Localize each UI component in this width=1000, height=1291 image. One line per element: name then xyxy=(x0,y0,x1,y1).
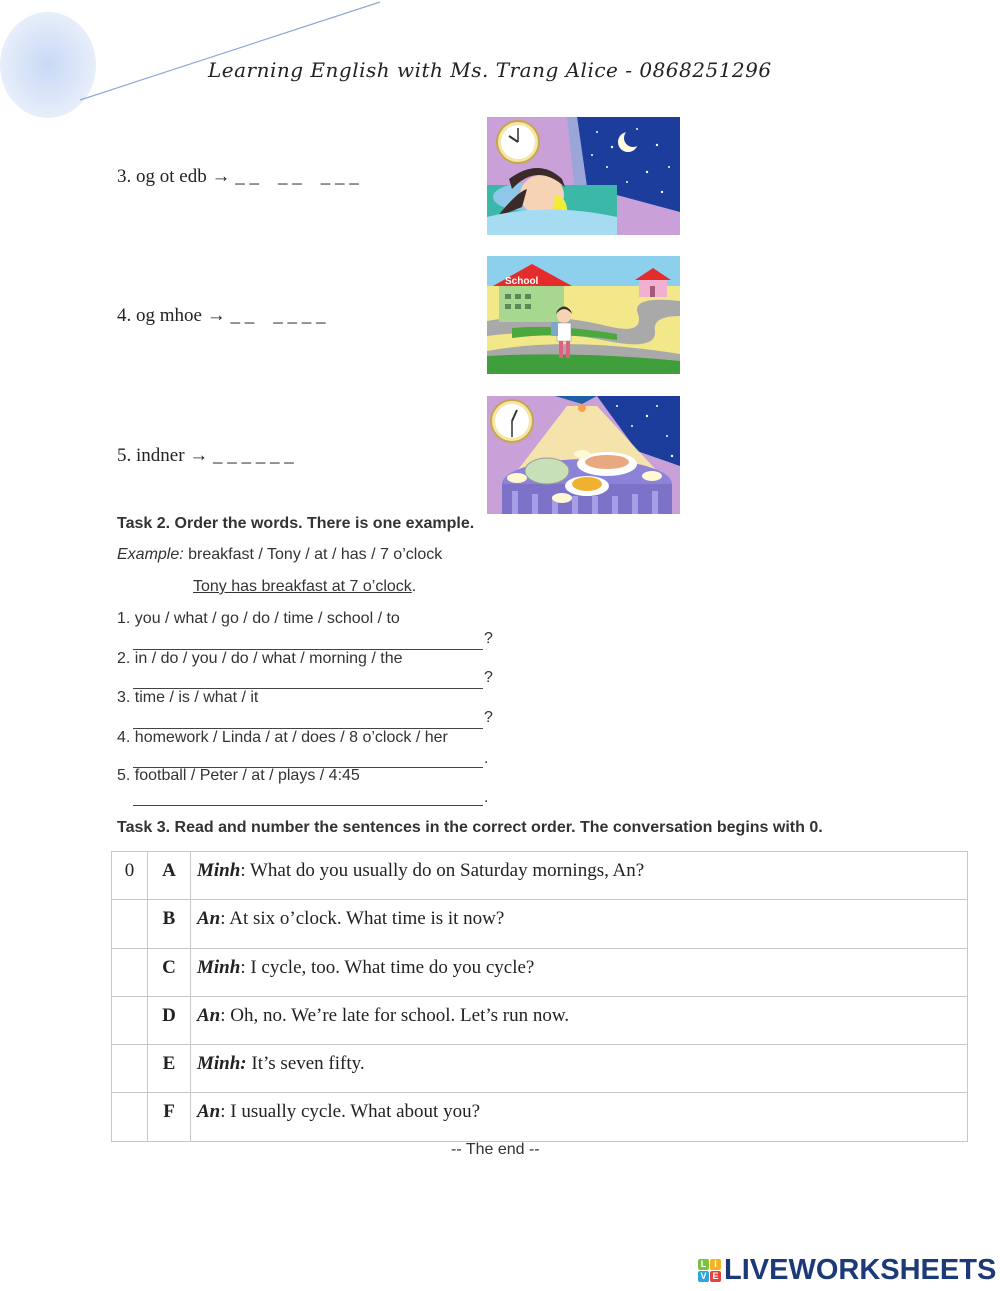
sentence-cell xyxy=(191,1045,968,1093)
sentence-text: I cycle, too. What time do you cycle? xyxy=(245,956,535,978)
task2-answer-end-3: ? xyxy=(484,709,493,726)
speaker: Minh xyxy=(197,860,241,881)
sentence-text: It’s seven fifty. xyxy=(246,1053,365,1075)
letter-cell: B xyxy=(148,900,191,948)
table-row xyxy=(112,852,968,900)
example-words: breakfast / Tony / at / has / 7 o’clock xyxy=(188,546,443,563)
sentence-text: I usually cycle. What about you? xyxy=(225,1101,481,1123)
arrow-icon: → xyxy=(189,445,209,466)
sentence-cell: An: I usually cycle. What about you? xyxy=(191,1093,968,1141)
liveworksheets-logo[interactable] xyxy=(698,1254,997,1286)
order-number-input[interactable] xyxy=(112,1093,148,1141)
task2-answer-input-1[interactable] xyxy=(133,632,483,650)
speaker: An xyxy=(197,908,221,930)
example-answer-text: Tony has breakfast at 7 o’clock xyxy=(193,578,412,595)
letter-cell: D xyxy=(148,996,191,1044)
sentence-text: Oh, no. We’re late for school. Let’s run now. xyxy=(225,1004,570,1026)
letter-cell: F xyxy=(148,1093,191,1141)
scrambled-word: indner xyxy=(136,445,185,466)
table-row xyxy=(112,1093,968,1141)
sentence-cell: Minh: What do you usually do on Saturday mornings, An? xyxy=(191,852,968,900)
task3-heading: Task 3. Read and number the sentences in the correct order. The conversation begins with 0. xyxy=(117,819,823,836)
order-number-input[interactable] xyxy=(112,996,148,1044)
sentence-text: What do you usually do on Saturday mornings, An? xyxy=(245,860,645,881)
logo-text: LIVEWORKSHEETS xyxy=(724,1254,997,1286)
task2-answer-end-1: ? xyxy=(484,630,493,647)
answer-blanks[interactable]: _ _ _ _ _ _ xyxy=(213,445,294,466)
task2-answer-end-4: . xyxy=(484,750,489,767)
speaker: Minh xyxy=(197,956,241,978)
logo-tiles-icon: L I V E xyxy=(698,1259,721,1282)
answer-blanks[interactable]: _ _ _ _ _ _ _ xyxy=(235,166,359,187)
sentence-cell: An: Oh, no. We’re late for school. Let’s run now. xyxy=(191,996,968,1044)
example-answer-end: . xyxy=(411,578,417,595)
table-row xyxy=(112,948,968,996)
sentence-text: At six o’clock. What time is it now? xyxy=(225,908,505,930)
table-row xyxy=(112,1045,968,1093)
letter-cell: E xyxy=(148,1045,191,1093)
speaker: An xyxy=(197,1004,221,1026)
letter-cell: C xyxy=(148,948,191,996)
example-label: Example: xyxy=(117,546,184,563)
task2-answer-input-5[interactable] xyxy=(133,788,483,806)
item-number: 4. xyxy=(117,305,132,326)
task2-item-2: 2. in / do / you / do / what / morning / the xyxy=(117,650,403,667)
table-row xyxy=(112,996,968,1044)
conversation-table xyxy=(111,851,968,1142)
task1-item-5 xyxy=(117,445,294,467)
task2-answer-end-2: ? xyxy=(484,669,493,686)
order-number-input[interactable] xyxy=(112,900,148,948)
page-header-title: Learning English with Ms. Trang Alice - 0868251296 xyxy=(208,58,772,82)
task1-item-3 xyxy=(117,166,359,188)
sentence-cell: Minh: I cycle, too. What time do you cycle? xyxy=(191,948,968,996)
order-number-cell: 0 xyxy=(112,852,148,900)
task2-item-5: 5. football / Peter / at / plays / 4:45 xyxy=(117,767,360,784)
picture-go-to-bed xyxy=(487,117,680,235)
decorative-line xyxy=(0,0,400,110)
sentence-cell: An: At six o’clock. What time is it now? xyxy=(191,900,968,948)
picture-dinner xyxy=(487,396,680,514)
task2-answer-input-4[interactable] xyxy=(133,750,483,768)
order-number-input[interactable] xyxy=(112,948,148,996)
task2-example-answer xyxy=(193,578,416,596)
task2-example xyxy=(117,546,442,564)
arrow-icon: → xyxy=(211,166,231,187)
order-number-input[interactable] xyxy=(112,1045,148,1093)
item-number: 5. xyxy=(117,445,132,466)
scrambled-word: og mhoe xyxy=(136,305,202,326)
picture-go-home xyxy=(487,256,680,374)
table-row xyxy=(112,900,968,948)
task1-item-4 xyxy=(117,305,325,327)
task2-answer-input-3[interactable] xyxy=(133,711,483,729)
speaker: Minh: xyxy=(197,1053,247,1075)
item-number: 3. xyxy=(117,166,132,187)
task2-answer-input-2[interactable] xyxy=(133,671,483,689)
the-end-text: -- The end -- xyxy=(451,1141,540,1158)
letter-cell: A xyxy=(148,852,191,900)
task2-answer-end-5: . xyxy=(484,789,489,806)
task2-item-4: 4. homework / Linda / at / does / 8 o’clock / her xyxy=(117,729,448,746)
task2-item-1: 1. you / what / go / do / time / school / to xyxy=(117,610,400,627)
task2-heading: Task 2. Order the words. There is one example. xyxy=(117,515,475,532)
task2-item-3: 3. time / is / what / it xyxy=(117,689,259,706)
arrow-icon: → xyxy=(206,305,226,326)
answer-blanks[interactable]: _ _ _ _ _ _ xyxy=(230,305,326,326)
speaker: An xyxy=(197,1101,221,1123)
school-sign: School xyxy=(505,276,539,287)
scrambled-word: og ot edb xyxy=(136,166,207,187)
